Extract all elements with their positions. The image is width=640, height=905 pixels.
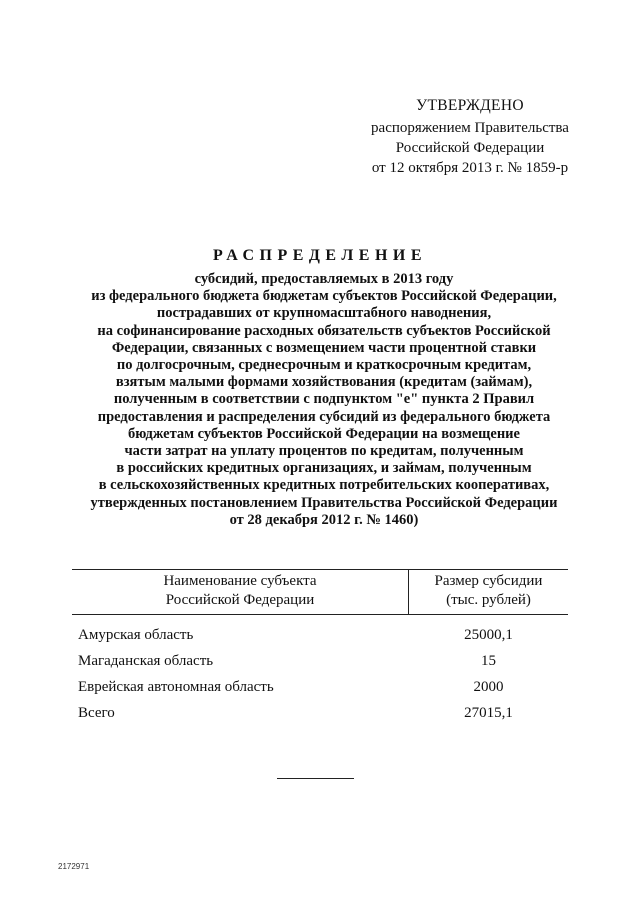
- subsidy-table: [72, 569, 568, 721]
- subtitle-line: на софинансирование расходных обязательств субъектов Российской: [97, 322, 551, 339]
- subtitle-line: пострадавших от крупномасштабного наводнения,: [156, 305, 492, 322]
- table-header: [72, 569, 568, 615]
- document-title: РАСПРЕДЕЛЕНИЕ: [212, 247, 428, 264]
- subtitle-line: бюджетам субъектов Российской Федерации на возмещение: [128, 425, 520, 442]
- subtitle-line: в сельскохозяйственных кредитных потребительских кооперативах,: [98, 477, 550, 494]
- table-row-total: [72, 705, 568, 731]
- subtitle-line: предоставления и распределения субсидий из федерального бюджета: [97, 408, 551, 425]
- header-subject-line-1: Наименование субъекта: [163, 573, 317, 589]
- document-subtitle: [40, 271, 608, 529]
- header-subject-line-2: Российской Федерации: [165, 592, 315, 608]
- approval-heading: УТВЕРЖДЕНО: [416, 97, 524, 114]
- row-total-value: 27015,1: [464, 705, 513, 721]
- approval-line-2: Российской Федерации: [395, 140, 545, 156]
- row-subsidy-value: 15: [481, 653, 496, 669]
- row-subsidy-value: 25000,1: [464, 627, 513, 643]
- end-divider: [277, 778, 354, 779]
- row-total-label: Всего: [78, 705, 115, 721]
- header-subject-name: [72, 570, 408, 614]
- subtitle-line: в российских кредитных организациях, и займам, полученным: [116, 460, 532, 477]
- subtitle-line: от 28 декабря 2012 г. № 1460): [229, 511, 419, 528]
- subtitle-line: взятым малыми формами хозяйствования (кредитам (займам),: [115, 374, 533, 391]
- subtitle-line: из федерального бюджета бюджетам субъектов Российской Федерации,: [91, 288, 557, 305]
- document-code: 2172971: [58, 862, 90, 871]
- row-subsidy-value: 2000: [473, 679, 504, 695]
- subtitle-line: части затрат на уплату процентов по кредитам, полученным: [124, 443, 524, 460]
- table-row: [72, 679, 568, 705]
- table-row: [72, 653, 568, 679]
- row-subject-name: Еврейская автономная область: [78, 679, 274, 695]
- subtitle-line: субсидий, предоставляемых в 2013 году: [194, 271, 454, 287]
- header-amount-line-2: (тыс. рублей): [446, 592, 531, 608]
- approval-line-3: от 12 октября 2013 г. № 1859-р: [371, 160, 569, 176]
- table-row: [72, 627, 568, 653]
- approval-line-1: распоряжением Правительства: [371, 120, 569, 136]
- row-subject-name: Магаданская область: [78, 653, 214, 669]
- header-subsidy-amount: [409, 570, 568, 614]
- subtitle-line: по долгосрочным, среднесрочным и краткосрочным кредитам,: [116, 357, 532, 374]
- approval-block: [340, 96, 600, 178]
- header-amount-line-1: Размер субсидии: [434, 573, 543, 589]
- row-subject-name: Амурская область: [78, 627, 194, 643]
- table-body: [72, 627, 568, 731]
- subtitle-line: полученным в соответствии с подпунктом "е" пункта 2 Правил: [113, 391, 535, 408]
- subtitle-line: Федерации, связанных с возмещением части процентной ставки: [111, 339, 537, 356]
- subtitle-line: утвержденных постановлением Правительства Российской Федерации: [90, 494, 558, 511]
